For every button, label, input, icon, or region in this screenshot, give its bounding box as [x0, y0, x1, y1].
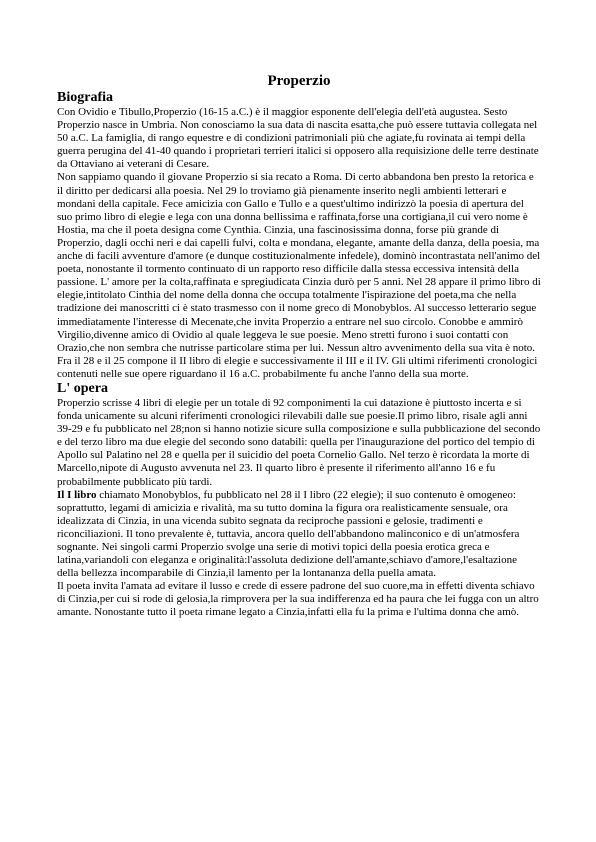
opera-paragraph-1: Properzio scrisse 4 libri di elegie per un totale di 92 componimenti la cui datazione è piuttosto incerta e si fonda unicamente su alcuni riferimenti cronologici rilevabili dalle sue poesie.Il primo libro, risale agli anni 39-29 e fu pubblicato nel 28;non si hanno notizie sicure sulla composizione e sulla pubblicazione del secondo e del terzo libro ma due elegie del secondo sono databili: quella per l'inaugurazione del portico del tempio di Apollo sul Palatino nel 28 e quella per il suicidio del poeta Cornelio Gallo. Nel terzo è ricordata la morte di Marcello,nipote di Augusto avvenuta nel 23. Il quarto libro è presente il riferimento all'anno 16 e fu probabilmente pubblicato più tardi.	[57, 396, 541, 488]
opera-paragraph-libro-1	[57, 489, 541, 581]
libro-1-lead: Il I libro	[57, 488, 97, 501]
section-biografia	[57, 90, 541, 381]
section-heading-opera: L' opera	[57, 380, 108, 396]
document-page	[57, 72, 541, 620]
section-heading-biografia: Biografia	[57, 90, 113, 105]
section-opera	[57, 381, 541, 620]
document-title: Properzio	[267, 73, 331, 89]
biografia-paragraph-1: Con Ovidio e Tibullo,Properzio (16-15 a.C.) è il maggior esponente dell'elegia dell'età augustea. Sesto Properzio nasce in Umbria. Non conosciamo la sua data di nascita esatta,che può essere tuttavia collegata nel 50 a.C. La famiglia, di rango equestre e di condizioni patrimoniali più che agiate,fu rovinata ai tempi della guerra perugina del 41-40 quando i proprietari terrieri italici si opposero alla requisizione delle terre destinate da Ottaviano ai veterani di Cesare.	[57, 106, 539, 171]
libro-1-text: chiamato Monobyblos, fu pubblicato nel 28 il I libro (22 elegie); il suo contenuto è omogeneo: soprattutto, legami di amicizia e rivalità, ma su tutto domina la figura ora realisticamente sensuale, ora idealizzata di Cinzia, in una vicenda subito segnata da reciproche passioni e gelosie, tradimenti e riconciliazioni. Il tono prevalente è, tuttavia, ancora quello dell'abbandono malinconico e di un'atmosfera sognante. Nei singoli carmi Properzio svolge una serie di motivi topici della poesia erotica greca e latina,variandoli con eleganza e originalità:l'assoluta dedizione dell'amante,schiavo d'amore,l'esaltazione della bellezza incomparabile di Cinzia,il lamento per la lontananza della puella amata.	[57, 488, 520, 580]
opera-paragraph-closing: Il poeta invita l'amata ad evitare il lusso e crede di essere padrone del suo cuore,ma in effetti diventa schiavo di Cinzia,per cui si rode di gelosia,la rimprovera per la sua indifferenza ed ha paura che lei fugga con un altro amante. Nonostante tutto il poeta rimane legato a Cinzia,infatti ella fu la prima e l'ultima donna che amò.	[57, 580, 539, 619]
biografia-paragraph-2: Non sappiamo quando il giovane Properzio si sia recato a Roma. Di certo abbandona ben presto la retorica e il diritto per dedicarsi alla poesia. Nel 29 lo troviamo già pienamente inserito negli ambienti letterari e mondani della capitale. Fece amicizia con Gallo e Tullo e a quest'ultimo indirizzò la poesia di apertura del suo primo libro di elegie e lega con una donna bellissima e raffinata,forse una cortigiana,il cui vero nome è Hostia, ma che il poeta designa come Cynthia. Cinzia, una fascinosissima donna, forse più grande di Properzio, dagli occhi neri e dai capelli fulvi, colta e mondana, elegante, amante della danza, della poesia, ma anche di facili avventure d'amore (e dunque costituzionalmente infedele), dominò incontrastata nell'animo del poeta, nonostante il tormento continuato di un rapporto reso difficile dalla stessa eccessiva intensità della passione. L' amore per la colta,raffinata e spregiudicata Cinzia durò per 5 anni. Nel 28 appare il primo libro di elegie,intitolato Cinthia del nome della donna che occupa totalmente l'ispirazione del poeta,ma che nella tradizione dei manoscritti ci è stato trasmesso con il nome greco di Monobyblos. Al successo letterario segue immediatamente l'interesse di Mecenate,che invita Properzio a entrare nel suo circolo. Conobbe e ammirò Virgilio,divenne amico di Ovidio al quale leggeva le sue poesie. Meno stretti furono i suoi contatti con Orazio,che non sembra che nutrisse particolare stima per lui. Nessun altro avvenimento della sua vita è noto. Fra il 28 e il 25 compone il II libro di elegie e successivamente il III e il IV. Gli ultimi riferimenti cronologici contenuti nelle sue opere riguardano il 16 a.C. probabilmente fu anche l'anno della sua morte.	[57, 171, 541, 380]
